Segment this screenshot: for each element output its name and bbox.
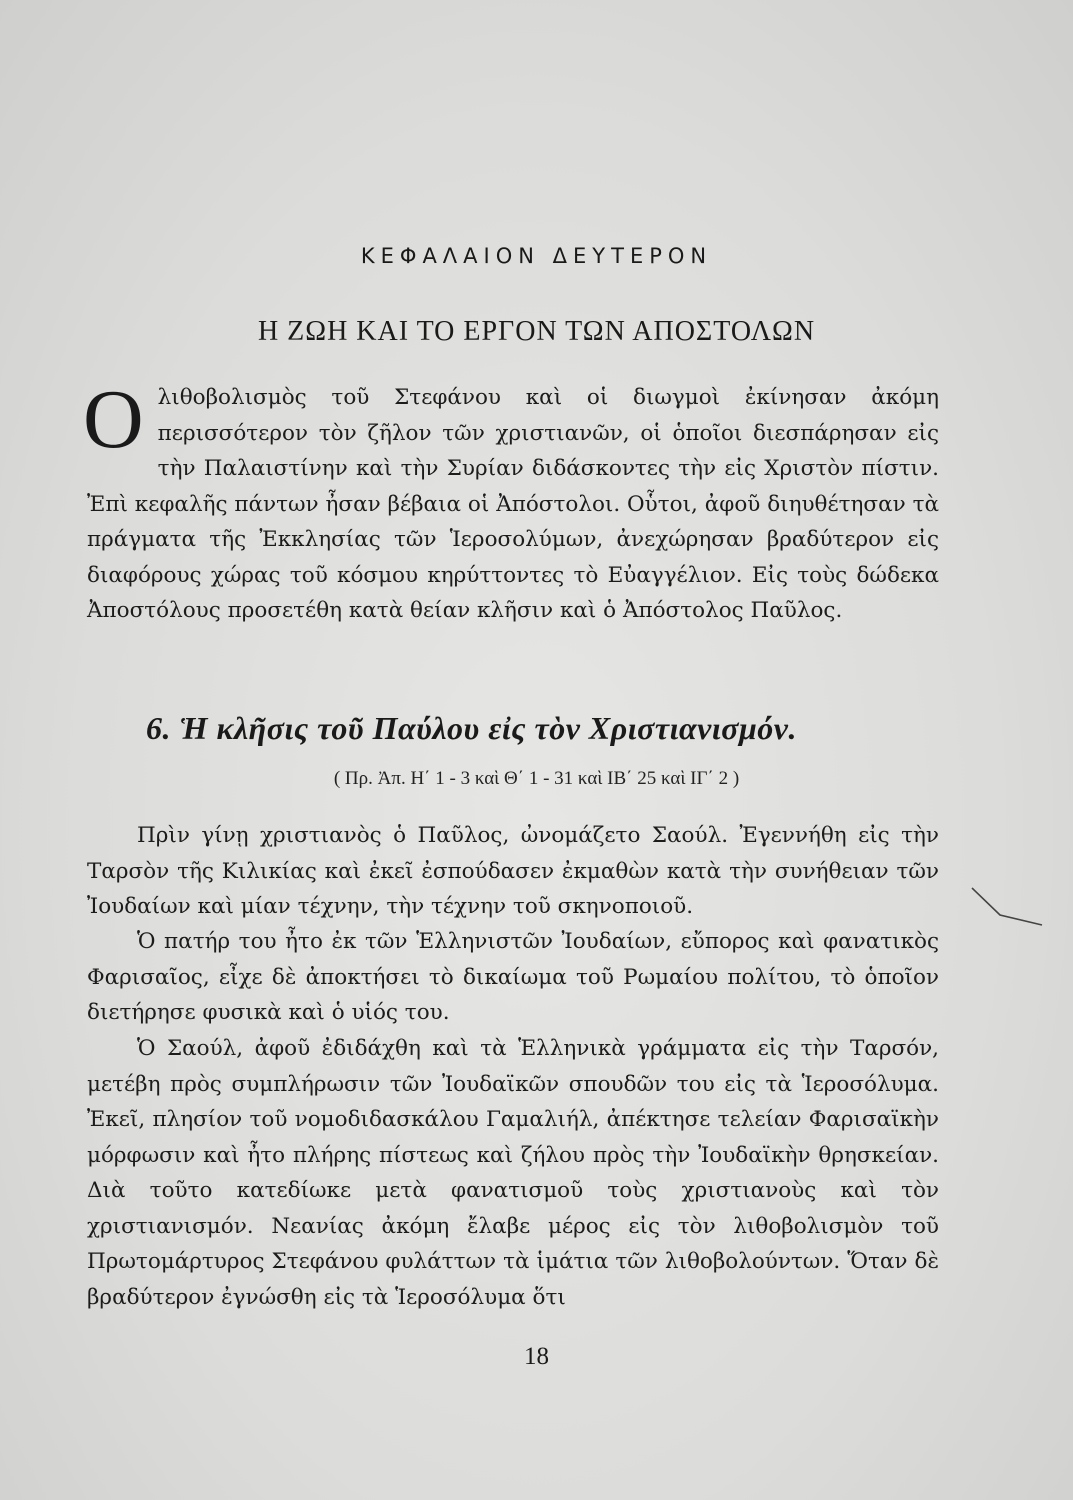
intro-paragraph	[83, 373, 939, 629]
body-paragraph: Ὁ Σαούλ, ἀφοῦ ἐδιδάχθη καὶ τὰ Ἑλληνικὰ γράμματα εἰς τὴν Ταρσόν, μετέβη πρὸς συμπλήρωσιν τῶν Ἰουδαϊκῶν σπουδῶν του εἰς τὰ Ἱεροσόλυμα. Ἐκεῖ, πλησίον τοῦ νομοδιδασκάλου Γαμαλιήλ, ἀπέκτησε τελείαν Φαρισαϊκὴν μόρφωσιν καὶ ἦτο πλήρης πίστεως καὶ ζήλου πρὸς τὴν Ἰουδαϊκὴν θρησκείαν. Διὰ τοῦτο κατεδίωκε μετὰ φανατισμοῦ τοὺς χριστιανοὺς καὶ τὸν χριστιανισμόν. Νεανίας ἀκόμη ἔλαβε μέρος εἰς τὸν λιθοβολισμὸν τοῦ Πρωτομάρτυρος Στεφάνου φυλάττων τὰ ἱμάτια τῶν λιθοβολούντων. Ὅταν δὲ βραδύτερον ἐγνώσθη εἰς τὰ Ἱεροσόλυμα ὅτι	[87, 1036, 939, 1310]
chapter-title: ΚΕΦΑΛΑΙΟΝ ΔΕΥΤΕΡΟΝ	[360, 244, 713, 268]
scripture-reference: ( Πρ. Ἀπ. Η΄ 1 - 3 καὶ Θ΄ 1 - 31 καὶ ΙΒ΄ 25 καὶ ΙΓ΄ 2 )	[333, 768, 740, 789]
subsection-title: 6. Ἡ κλῆσις τοῦ Παύλου εἰς τὸν Χριστιανισμόν.	[146, 710, 797, 746]
intro-text: λιθοβολισμὸς τοῦ Στεφάνου καὶ οἱ διωγμοὶ ἐκίνησαν ἀκόμη περισσότερον τὸν ζῆλον τῶν χριστιανῶν, οἱ ὁποῖοι διεσπάρησαν εἰς τὴν Παλαιστίνην καὶ τὴν Συρίαν διδάσκοντες τὴν εἰς Χριστὸν πίστιν. Ἐπὶ κεφαλῆς πάντων ἦσαν βέβαια οἱ Ἀπόστολοι. Οὗτοι, ἀφοῦ διηυθέτησαν τὰ πράγματα τῆς Ἐκκλησίας τῶν Ἱεροσολύμων, ἀνεχώρησαν βραδύτερον εἰς διαφόρους χώρας τοῦ κόσμου κηρύττοντες τὸ Εὐαγγέλιον. Εἰς τοὺς δώδεκα Ἀποστόλους προσετέθη κατὰ θείαν κλῆσιν καὶ ὁ Ἀπόστολος Παῦλος.	[87, 385, 939, 623]
page-number: 18	[524, 1343, 549, 1370]
drop-cap: Ο	[83, 373, 144, 466]
body-paragraph: Ὁ πατήρ του ἦτο ἐκ τῶν Ἑλληνιστῶν Ἰουδαίων, εὔπορος καὶ φανατικὸς Φαρισαῖος, εἶχε δὲ ἀποκτήσει τὸ δικαίωμα τοῦ Ρωμαίου πολίτου, τὸ ὁποῖον διετήρησε φυσικὰ καὶ ὁ υἱός του.	[87, 929, 939, 1025]
section-title: Η ΖΩΗ ΚΑΙ ΤΟ ΕΡΓΟΝ ΤΩΝ ΑΠΟΣΤΟΛΩΝ	[257, 316, 816, 347]
body-paragraph: Πρὶν γίνῃ χριστιανὸς ὁ Παῦλος, ὠνομάζετο Σαούλ. Ἐγεννήθη εἰς τὴν Ταρσὸν τῆς Κιλικίας καὶ ἐκεῖ ἐσπούδασεν ἐκμαθὼν κατὰ τὴν συνήθειαν τῶν Ἰουδαίων καὶ μίαν τέχνην, τὴν τέχνην τοῦ σκηνοποιοῦ.	[87, 823, 939, 919]
